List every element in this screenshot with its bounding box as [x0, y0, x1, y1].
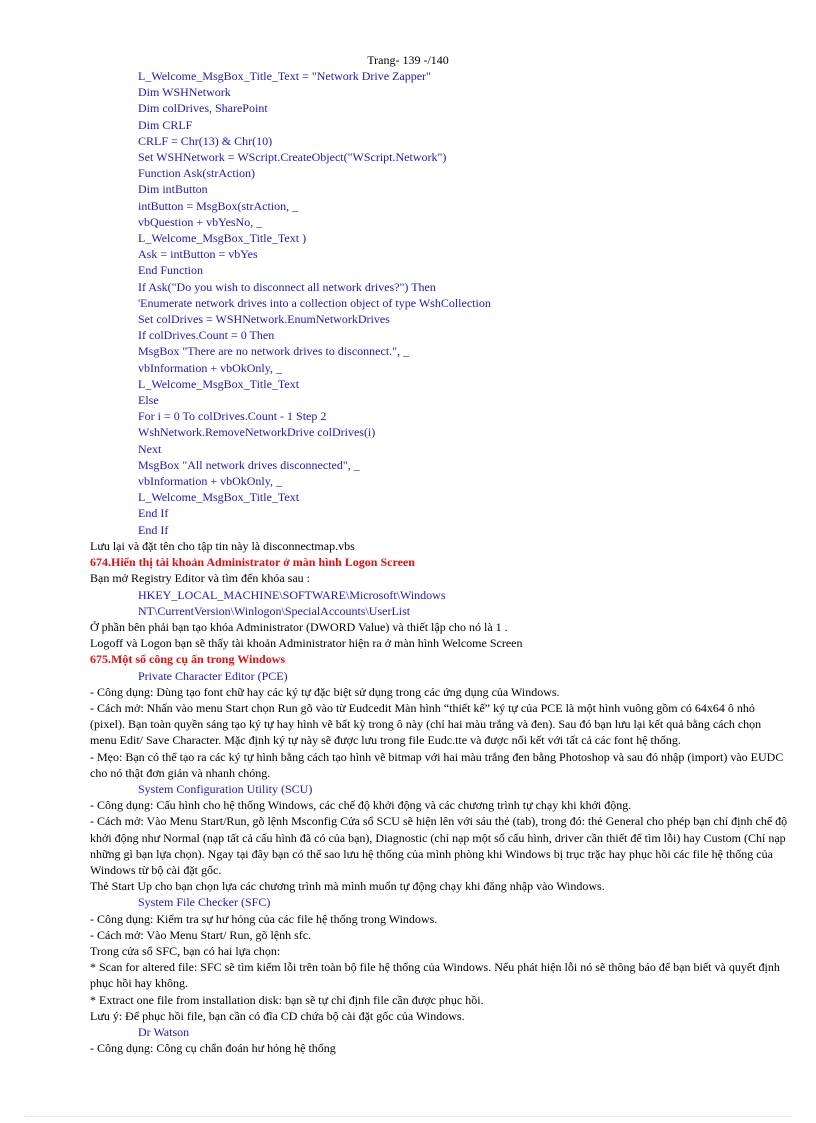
code-line: vbQuestion + vbYesNo, _ [138, 214, 263, 229]
sfc-title: System File Checker (SFC) [138, 895, 271, 910]
vbscript-code-block [90, 68, 790, 538]
section-674-text-2: Logoff và Logon bạn sẽ thấy tài khoản Administrator hiện ra ở màn hình Welcome Screen [90, 636, 523, 651]
code-line: Dim WSHNetwork [138, 85, 231, 100]
drwatson-title: Dr Watson [138, 1024, 190, 1039]
code-line: L_Welcome_MsgBox_Title_Text [138, 376, 300, 391]
code-line: End If [138, 506, 169, 521]
section-674-heading: 674.Hiển thị tài khoản Administrator ở màn hình Logon Screen [90, 555, 415, 570]
code-line: 'Enumerate network drives into a collection object of type WshCollection [138, 295, 491, 310]
code-line: L_Welcome_MsgBox_Title_Text [138, 490, 300, 505]
code-line: vbInformation + vbOkOnly, _ [138, 360, 282, 375]
code-line: Dim intButton [138, 182, 208, 197]
scu-open: - Cách mở: Vào Menu Start/Run, gõ lệnh Msconfig Cửa sổ SCU sẽ hiện lên với sáu thẻ (tab), trong đó: thẻ General cho phép bạn chỉ định chế độ khởi động như Normal (nạp tất cả cấu hình đã có của bạn), Diagnostic (chỉ nạp một số cấu hình, driver cần thiết để tìm lỗi) hay Custom (Chỉ nạp những gì bạn lựa chọn). Ngay tại đây bạn có thể sao lưu hệ thống của mình phòng khi Windows bị trục trặc hay phục hồi các file hệ thống của Windows từ bộ cài đặt gốc. [90, 814, 788, 877]
pce-title: Private Character Editor (PCE) [138, 668, 288, 683]
page-bottom-border [24, 1116, 792, 1117]
code-line: Set WSHNetwork = WScript.CreateObject("WScript.Network") [138, 150, 447, 165]
registry-key-line-2: NT\CurrentVersion\Winlogon\SpecialAccounts\UserList [138, 603, 411, 618]
code-line: WshNetwork.RemoveNetworkDrive colDrives(i) [138, 425, 376, 440]
scu-usage: - Công dụng: Cấu hình cho hệ thống Windows, các chế độ khởi động và các chương trình tự chạy khi khởi động. [90, 798, 632, 813]
sfc-extract-option: * Extract one file from installation disk: bạn sẽ tự chỉ định file cần được phục hồi. [90, 992, 484, 1007]
code-line: MsgBox "There are no network drives to disconnect.", _ [138, 344, 410, 359]
sfc-choices: Trong cửa sổ SFC, bạn có hai lựa chọn: [90, 943, 281, 958]
scu-startup: Thẻ Start Up cho bạn chọn lựa các chương trình mà mình muốn tự động chạy khi đăng nhập vào Windows. [90, 879, 605, 894]
drwatson-usage: - Công dụng: Công cụ chẩn đoán hư hỏng hệ thống [90, 1041, 336, 1056]
sfc-usage: - Công dụng: Kiểm tra sự hư hỏng của các file hệ thống trong Windows. [90, 911, 438, 926]
code-line: L_Welcome_MsgBox_Title_Text = "Network Drive Zapper" [138, 69, 431, 83]
scu-title: System Configuration Utility (SCU) [138, 781, 313, 796]
code-line: Set colDrives = WSHNetwork.EnumNetworkDrives [138, 312, 390, 327]
section-675-heading: 675.Một số công cụ ẩn trong Windows [90, 652, 286, 667]
section-674-text-1: Ở phần bên phải bạn tạo khóa Administrator (DWORD Value) và thiết lập cho nó là 1 . [90, 619, 508, 634]
sfc-note: Lưu ý: Để phục hồi file, bạn cần có đĩa CD chứa bộ cài đặt gốc của Windows. [90, 1008, 465, 1023]
code-line: CRLF = Chr(13) & Chr(10) [138, 133, 273, 148]
code-line: Dim colDrives, SharePoint [138, 101, 268, 116]
pce-tip: - Mẹo: Bạn có thể tạo ra các ký tự hình bằng cách tạo hình vẽ bitmap với hai màu trắng đen bằng Photoshop và sau đó nhập (import) vào EUDC cho nó thật đơn giản và nhanh chóng. [90, 749, 784, 780]
pce-usage: - Công dụng: Dùng tạo font chữ hay các ký tự đặc biệt sử dụng trong các ứng dụng của Windows. [90, 684, 560, 699]
sfc-open: - Cách mở: Vào Menu Start/ Run, gõ lệnh sfc. [90, 927, 312, 942]
page-number-header: Trang- 139 -/140 [367, 53, 449, 67]
save-note: Lưu lại và đặt tên cho tập tin này là disconnectmap.vbs [90, 538, 355, 553]
section-674-intro: Bạn mở Registry Editor và tìm đến khóa sau : [90, 571, 310, 586]
code-line: Ask = intButton = vbYes [138, 247, 258, 262]
sfc-scan-option: * Scan for altered file: SFC sẽ tìm kiếm lỗi trên toàn bộ file hệ thống của Windows. Nếu phát hiện lỗi nó sẽ thông báo để bạn biết và quyết định phục hồi hay không. [90, 960, 780, 991]
code-line: End If [138, 522, 169, 537]
code-line: If colDrives.Count = 0 Then [138, 328, 275, 343]
code-line: Else [138, 393, 159, 408]
code-line: Next [138, 441, 162, 456]
code-line: vbInformation + vbOkOnly, _ [138, 474, 282, 489]
code-line: MsgBox "All network drives disconnected", _ [138, 457, 360, 472]
code-line: Function Ask(strAction) [138, 166, 255, 181]
code-line: For i = 0 To colDrives.Count - 1 Step 2 [138, 409, 327, 424]
code-line: Dim CRLF [138, 117, 193, 132]
code-line: intButton = MsgBox(strAction, _ [138, 198, 299, 213]
registry-key-line-1: HKEY_LOCAL_MACHINE\SOFTWARE\Microsoft\Windows [138, 587, 446, 602]
code-line: If Ask("Do you wish to disconnect all network drives?") Then [138, 279, 436, 294]
code-line: End Function [138, 263, 203, 278]
code-line: L_Welcome_MsgBox_Title_Text ) [138, 231, 307, 246]
pce-open: - Cách mở: Nhấn vào menu Start chọn Run gõ vào từ Eudcedit Màn hình “thiết kế” ký tự của PCE là một hình vuông gồm có 64x64 ô nhỏ (pixel). Bạn toàn quyền sáng tạo ký tự hay hình vẽ bất kỳ trong ô này (chỉ hai màu trắng và đen). Sau đó bạn lưu lại kết quả bằng cách chọn menu Edit/ Save Character. Mặc định ký tự này sẽ được lưu trong file Eudc.tte và được nối kết với tất cả các font hệ thống. [90, 700, 762, 748]
page-content [90, 68, 790, 1056]
